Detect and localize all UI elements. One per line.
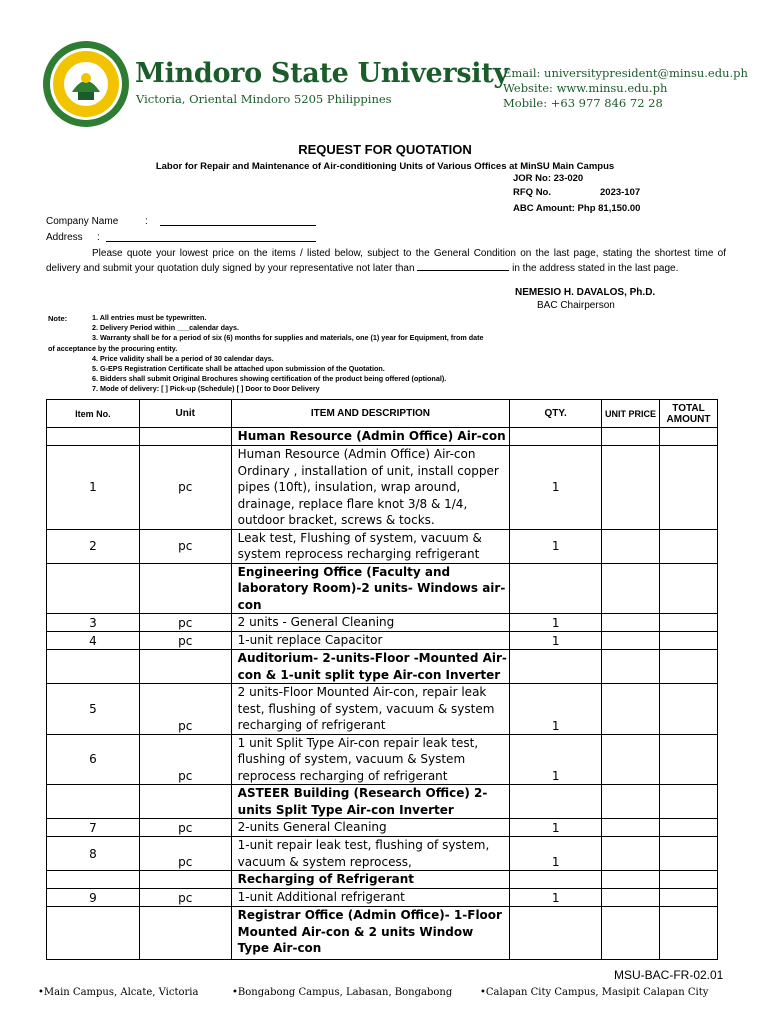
item-qty: 1 — [510, 446, 602, 530]
total-cell[interactable] — [659, 428, 717, 446]
unit-price-cell[interactable] — [602, 428, 660, 446]
unit-price-cell[interactable] — [602, 614, 660, 632]
unit-price-cell[interactable] — [602, 446, 660, 530]
item-unit: pc — [139, 734, 231, 785]
table-row — [47, 837, 718, 871]
note-label: Note: — [48, 314, 68, 323]
note-item: 4. Price validity shall be a period of 30 calendar days. — [92, 353, 274, 363]
rfq-number: 2023-107 — [600, 187, 641, 198]
address-label: Address — [46, 232, 83, 243]
section-row — [47, 907, 718, 960]
section-row — [47, 563, 718, 614]
note-item: 1. All entries must be typewritten. — [92, 313, 207, 322]
item-description: Human Resource (Admin Office) Air-con Ordinary , installation of unit, install copper pipes (10ft), insulation, wrap around, drainage, replace flare knot 3/8 & 1/4, outdoor bracket, screws & tocks. — [231, 446, 510, 530]
table-row — [47, 889, 718, 907]
total-cell[interactable] — [659, 837, 717, 871]
note-item: 2. Delivery Period within ___calendar days. — [92, 323, 240, 333]
item-qty: 1 — [510, 734, 602, 785]
total-cell[interactable] — [659, 614, 717, 632]
footer-calapan-campus: •Calapan City Campus, Masipit Calapan City — [480, 987, 709, 998]
item-unit: pc — [139, 889, 231, 907]
unit-price-cell[interactable] — [602, 684, 660, 735]
item-description-continued: Recharging of Refrigerant — [231, 871, 510, 889]
unit-price-cell[interactable] — [602, 632, 660, 650]
unit-price-cell[interactable] — [602, 907, 660, 960]
unit-price-cell[interactable] — [602, 837, 660, 871]
unit-price-cell[interactable] — [602, 889, 660, 907]
item-no: 5 — [47, 684, 140, 735]
header-item-no: Item No. — [47, 400, 140, 428]
item-unit: pc — [139, 446, 231, 530]
unit-price-cell[interactable] — [602, 563, 660, 614]
instructions-end: in the address stated in the last page. — [512, 263, 679, 274]
document-subtitle: Labor for Repair and Maintenance of Air-conditioning Units of Various Offices at MinSU Main Campus — [155, 161, 615, 172]
unit-price-cell[interactable] — [602, 871, 660, 889]
note-item: 6. Bidders shall submit Original Brochures showing certification of the product being offered (optional). — [92, 374, 447, 384]
contact-website[interactable]: Website: www.minsu.edu.ph — [503, 81, 668, 95]
total-cell[interactable] — [659, 785, 717, 819]
signer-role: BAC Chairperson — [537, 300, 615, 311]
section-row — [47, 785, 718, 819]
item-description: 1-unit Additional refrigerant — [231, 889, 510, 907]
abc-amount: ABC Amount: Php 81,150.00 — [513, 203, 641, 214]
unit-price-cell[interactable] — [602, 734, 660, 785]
item-unit: pc — [139, 684, 231, 735]
company-name-field[interactable] — [160, 216, 316, 229]
table-row — [47, 684, 718, 735]
item-qty: 1 — [510, 529, 602, 563]
unit-price-cell[interactable] — [602, 819, 660, 837]
continuation-row — [47, 871, 718, 889]
header-qty: QTY. — [510, 400, 602, 428]
company-name-colon: : — [145, 216, 148, 227]
quotation-table — [46, 399, 718, 960]
total-cell[interactable] — [659, 632, 717, 650]
contact-email[interactable]: Email: universitypresident@minsu.edu.ph — [503, 66, 748, 80]
item-unit: pc — [139, 614, 231, 632]
item-description: 2 units-Floor Mounted Air-con, repair leak test, flushing of system, vacuum & system recharging of refrigerant — [231, 684, 510, 735]
item-description: 2 units - General Cleaning — [231, 614, 510, 632]
header-unit-price: UNIT PRICE — [602, 400, 660, 428]
table-row — [47, 734, 718, 785]
item-no: 7 — [47, 819, 140, 837]
header-unit: Unit — [139, 400, 231, 428]
note-item: 5. G-EPS Registration Certificate shall be attached upon submission of the Quotation. — [92, 364, 385, 374]
unit-price-cell[interactable] — [602, 785, 660, 819]
signer-name: NEMESIO H. DAVALOS, Ph.D. — [515, 287, 656, 298]
unit-price-cell[interactable] — [602, 650, 660, 684]
deadline-field[interactable] — [417, 261, 509, 271]
total-cell[interactable] — [659, 446, 717, 530]
section-title: ASTEER Building (Research Office) 2-units Split Type Air-con Inverter — [231, 785, 510, 819]
company-name-label: Company Name — [46, 216, 119, 227]
instructions-start: Please quote your lowest price on the items / listed below, subject to the General Condition on the last page, stating the shortest time of delivery and submit your quotation duly signed by your representative not later than — [46, 248, 726, 274]
item-unit: pc — [139, 819, 231, 837]
instructions-paragraph — [46, 246, 726, 276]
section-row — [47, 428, 718, 446]
total-cell[interactable] — [659, 734, 717, 785]
section-title: Registrar Office (Admin Office)- 1-Floor Mounted Air-con & 2 units Window Type Air-con — [231, 907, 510, 960]
item-no: 4 — [47, 632, 140, 650]
total-cell[interactable] — [659, 907, 717, 960]
university-seal-icon — [42, 40, 130, 128]
item-qty: 1 — [510, 632, 602, 650]
section-title: Engineering Office (Faculty and laboratory Room)-2 units- Windows air-con — [231, 563, 510, 614]
total-cell[interactable] — [659, 529, 717, 563]
item-no: 9 — [47, 889, 140, 907]
total-cell[interactable] — [659, 871, 717, 889]
item-qty: 1 — [510, 684, 602, 735]
footer-bongabong-campus: •Bongabong Campus, Labasan, Bongabong — [232, 987, 453, 998]
table-row — [47, 529, 718, 563]
jor-number: JOR No: 23-020 — [513, 173, 584, 184]
item-no: 8 — [47, 837, 140, 871]
item-qty: 1 — [510, 819, 602, 837]
section-title: Human Resource (Admin Office) Air-con — [231, 428, 510, 446]
university-name: Mindoro State University — [135, 58, 509, 89]
total-cell[interactable] — [659, 650, 717, 684]
header-total: TOTAL AMOUNT — [659, 400, 717, 428]
total-cell[interactable] — [659, 684, 717, 735]
footer-main-campus: •Main Campus, Alcate, Victoria — [38, 987, 199, 998]
contact-mobile: Mobile: +63 977 846 72 28 — [503, 96, 663, 110]
item-qty: 1 — [510, 614, 602, 632]
item-unit: pc — [139, 632, 231, 650]
document-title: REQUEST FOR QUOTATION — [298, 142, 472, 157]
table-row — [47, 614, 718, 632]
item-qty: 1 — [510, 889, 602, 907]
section-title: Auditorium- 2-units-Floor -Mounted Air-con & 1-unit split type Air-con Inverter — [231, 650, 510, 684]
table-row — [47, 632, 718, 650]
section-row — [47, 650, 718, 684]
total-cell[interactable] — [659, 889, 717, 907]
total-cell[interactable] — [659, 563, 717, 614]
table-header-row — [47, 400, 718, 428]
contact-block — [503, 66, 748, 111]
address-colon: : — [97, 232, 100, 243]
table-row — [47, 446, 718, 530]
total-cell[interactable] — [659, 819, 717, 837]
item-unit: pc — [139, 529, 231, 563]
item-unit: pc — [139, 837, 231, 871]
item-description: Leak test, Flushing of system, vacuum & system reprocess recharging refrigerant — [231, 529, 510, 563]
item-description: 1-unit replace Capacitor — [231, 632, 510, 650]
note-item: 3. Warranty shall be for a period of six (6) months for supplies and materials, one (1) year for Equipment, from date — [92, 333, 484, 343]
rfq-label: RFQ No. — [513, 187, 551, 198]
form-code: MSU-BAC-FR-02.01 — [614, 968, 724, 982]
note-item: 7. Mode of delivery: [ ] Pick-up (Schedule) [ ] Door to Door Delivery — [92, 384, 320, 394]
item-description: 2-units General Cleaning — [231, 819, 510, 837]
header-description: ITEM AND DESCRIPTION — [231, 400, 510, 428]
note-item: of acceptance by the procuring entity. — [48, 343, 178, 353]
university-address: Victoria, Oriental Mindoro 5205 Philippines — [136, 92, 392, 106]
item-qty: 1 — [510, 837, 602, 871]
address-field[interactable] — [106, 232, 316, 245]
item-no: 2 — [47, 529, 140, 563]
unit-price-cell[interactable] — [602, 529, 660, 563]
item-description: 1-unit repair leak test, flushing of system, vacuum & system reprocess, — [231, 837, 510, 871]
item-no: 6 — [47, 734, 140, 785]
table-row — [47, 819, 718, 837]
item-description: 1 unit Split Type Air-con repair leak test, flushing of system, vacuum & System reprocess recharging of refrigerant — [231, 734, 510, 785]
item-no: 3 — [47, 614, 140, 632]
item-no: 1 — [47, 446, 140, 530]
